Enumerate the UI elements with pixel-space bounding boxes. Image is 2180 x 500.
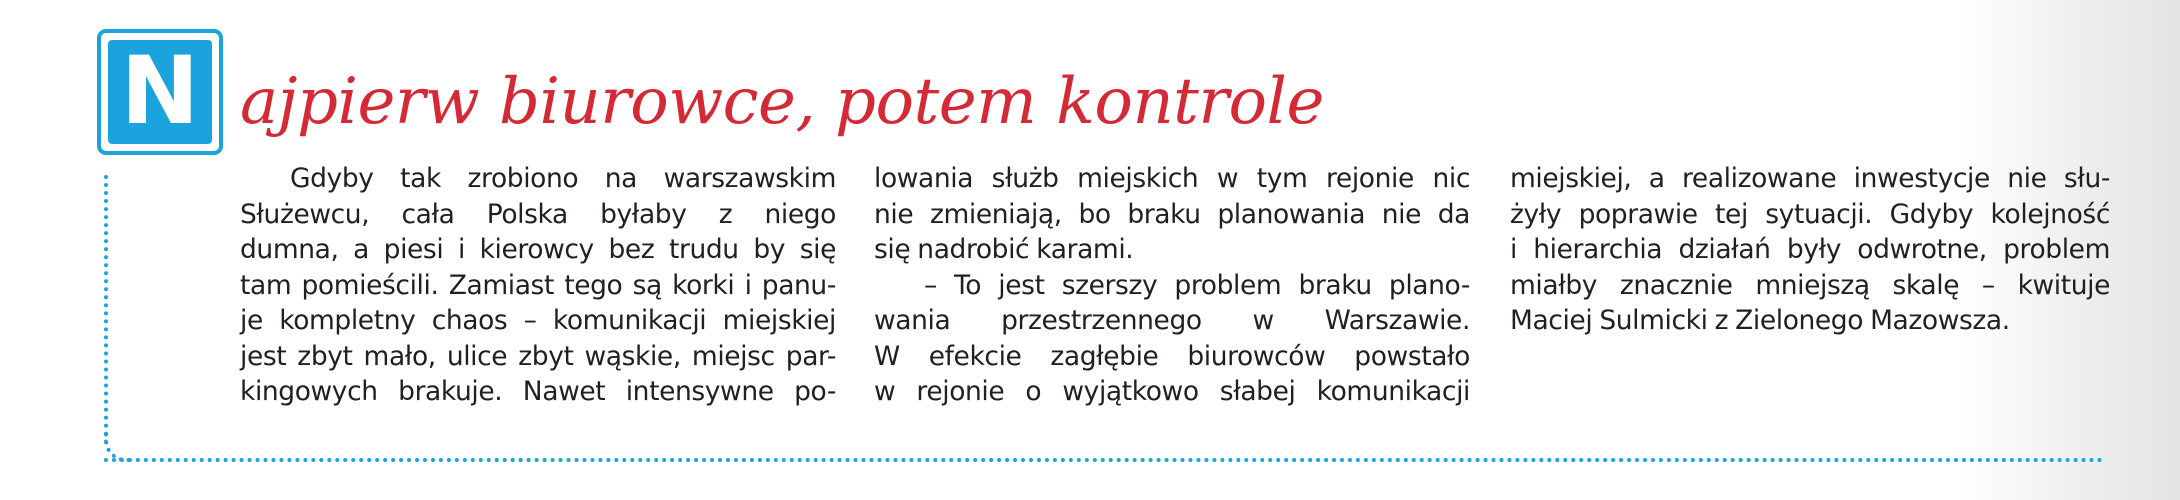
text-line: miałby znacznie mniejszą skalę – kwituje — [1510, 269, 2110, 301]
text-line: Służewcu, cała Polska byłaby z niego — [240, 198, 836, 230]
article-headline: ajpierw biurowce, potem kontrole — [240, 65, 1324, 139]
text-line: w rejonie o wyjątkowo słabej komunikacji — [874, 376, 1470, 407]
text-line: miejskiej, a realizowane inwestycje nie słu- — [1510, 163, 2110, 194]
text-line: i hierarchia działań były odwrotne, problem — [1510, 234, 2110, 265]
text-line: dumna, a piesi i kierowcy bez trudu by się — [240, 234, 836, 265]
text-line: nie zmieniają, bo braku planowania nie da — [874, 198, 1470, 230]
text-line: jest zbyt mało, ulice zbyt wąskie, miejsc par- — [240, 340, 836, 372]
article-column-2 — [874, 161, 1470, 410]
section-initial-letter: N — [108, 40, 212, 144]
dotted-frame-bottom — [104, 458, 2104, 462]
article-column-1 — [240, 161, 836, 410]
dotted-frame-left — [104, 175, 108, 444]
article-column-3 — [1510, 161, 2110, 339]
text-line: je kompletny chaos – komunikacji miejskiej — [240, 305, 836, 336]
text-line: W efekcie zagłębie biurowców powstało — [874, 340, 1470, 372]
text-line: żyły poprawie tej sytuacji. Gdyby kolejność — [1510, 198, 2110, 230]
text-line: Gdyby tak zrobiono na warszawskim — [290, 163, 836, 194]
text-line: tam pomieścili. Zamiast tego są korki i panu- — [240, 269, 836, 301]
text-line: kingowych brakuje. Nawet intensywne po- — [240, 376, 836, 407]
text-line: się nadrobić karami. — [874, 234, 1134, 265]
section-initial-badge — [97, 29, 223, 155]
text-line: lowania służb miejskich w tym rejonie nic — [874, 163, 1470, 194]
text-line: wania przestrzennego w Warszawie. — [874, 305, 1470, 336]
text-line: Maciej Sulmicki z Zielonego Mazowsza. — [1510, 305, 2010, 336]
text-line: – To jest szerszy problem braku plano- — [924, 269, 1470, 301]
